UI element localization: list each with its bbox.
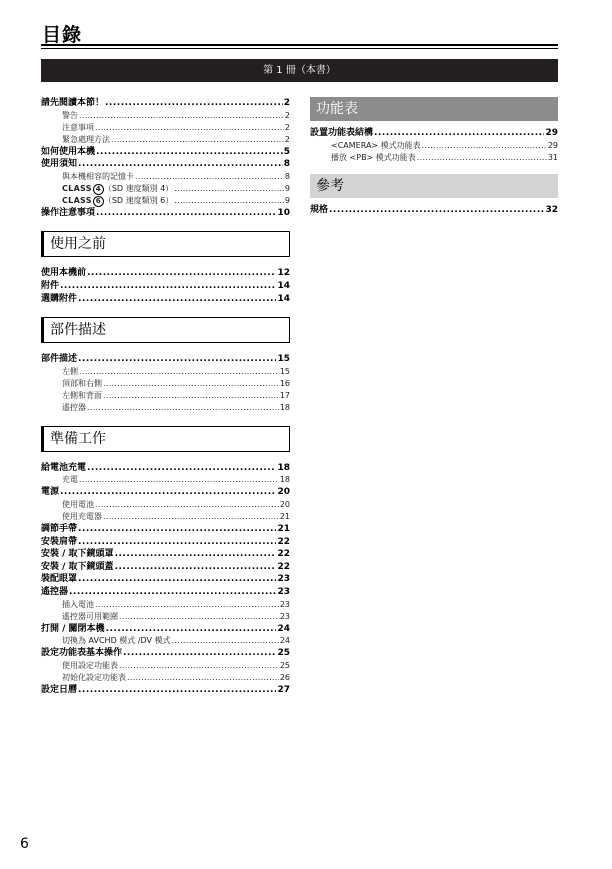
leader-dots bbox=[127, 672, 279, 684]
toc-entry-title: 充電 bbox=[62, 475, 78, 485]
toc-entry-page: 12 bbox=[277, 268, 290, 279]
toc-entry-sub[interactable] bbox=[41, 660, 290, 672]
page-title: 目錄 bbox=[42, 24, 83, 46]
toc-entry-page: 22 bbox=[277, 536, 290, 547]
toc-entry-sub[interactable] bbox=[41, 499, 290, 511]
leader-dots bbox=[78, 523, 276, 535]
toc-entry-sub[interactable] bbox=[310, 152, 558, 164]
toc-entry-title: 設定日曆 bbox=[41, 684, 78, 695]
toc-entry-title: 安裝 / 取下鏡頭罩 bbox=[41, 549, 114, 560]
toc-entry-title: 規格 bbox=[310, 204, 329, 215]
toc-entry-page: 27 bbox=[277, 684, 290, 695]
section-heading-menu: 功能表 bbox=[310, 97, 558, 121]
toc-entry-main[interactable] bbox=[41, 536, 290, 549]
toc-entry-main[interactable] bbox=[41, 523, 290, 536]
toc-entry-sub[interactable] bbox=[41, 171, 290, 183]
toc-entry-sub[interactable] bbox=[41, 390, 290, 402]
toc-entry-main[interactable] bbox=[41, 293, 290, 306]
leader-dots bbox=[87, 462, 276, 474]
toc-entry-main[interactable] bbox=[310, 204, 558, 217]
sd-class-logo: CLASS 6 bbox=[62, 196, 104, 205]
toc-entry-page: 29 bbox=[545, 128, 558, 138]
toc-entry-sub[interactable] bbox=[41, 611, 290, 623]
leader-dots bbox=[87, 402, 279, 414]
toc-entry-page: 2 bbox=[284, 134, 290, 144]
leader-dots bbox=[172, 635, 279, 647]
toc-entry-main[interactable] bbox=[41, 97, 290, 110]
toc-entry-page: 29 bbox=[547, 140, 558, 150]
section-heading-prep: 準備工作 bbox=[41, 426, 290, 452]
toc-entry-main[interactable] bbox=[41, 548, 290, 561]
leader-dots bbox=[135, 171, 284, 183]
toc-entry-page: 2 bbox=[284, 110, 290, 120]
leader-dots bbox=[96, 146, 283, 158]
leader-dots bbox=[103, 378, 279, 390]
toc-entry-page: 23 bbox=[279, 599, 290, 609]
toc-entry-title: 如何使用本機 bbox=[41, 146, 96, 157]
toc-group-menu bbox=[310, 127, 558, 164]
section-heading-parts: 部件描述 bbox=[41, 317, 290, 343]
leader-dots bbox=[123, 647, 276, 659]
toc-entry-title: 播放 <PB> 模式功能表 bbox=[331, 152, 416, 162]
toc-entry-title: 設置功能表結構 bbox=[310, 128, 374, 138]
title-rule bbox=[41, 44, 558, 46]
toc-entry-main[interactable] bbox=[41, 353, 290, 366]
toc-entry-class4[interactable]: CLASS 4 （SD 速度類別 4） ..... 9 bbox=[41, 183, 290, 195]
toc-entry-page: 17 bbox=[279, 390, 290, 400]
toc-entry-sub[interactable] bbox=[41, 110, 290, 122]
toc-group-prep bbox=[41, 462, 290, 697]
toc-entry-page: 15 bbox=[277, 354, 290, 365]
toc-entry-sub[interactable] bbox=[41, 366, 290, 378]
leader-dots bbox=[60, 486, 276, 498]
toc-group-intro bbox=[41, 97, 290, 183]
toc-entry-main[interactable] bbox=[41, 267, 290, 280]
toc-entry-main[interactable] bbox=[41, 586, 290, 599]
toc-entry-title: 調節手帶 bbox=[41, 523, 78, 534]
toc-entry-title: 緊急處理方法 bbox=[62, 134, 110, 144]
toc-entry-page: 23 bbox=[279, 611, 290, 621]
leader-dots bbox=[60, 280, 276, 292]
leader-dots bbox=[78, 293, 276, 305]
leader-dots bbox=[115, 561, 277, 573]
toc-entry-title: 與本機相容的記憶卡 bbox=[62, 171, 134, 181]
toc-entry-sub[interactable] bbox=[41, 672, 290, 684]
toc-entry-title: 遙控器 bbox=[62, 402, 86, 412]
toc-entry-main[interactable]: 操作注意事項 ..... 10 bbox=[41, 207, 290, 220]
toc-entry-title: 打開 / 關閉本機 bbox=[41, 623, 105, 634]
toc-entry-page: 24 bbox=[277, 623, 290, 634]
toc-entry-main[interactable] bbox=[310, 127, 558, 140]
toc-entry-page: 8 bbox=[283, 159, 290, 170]
toc-group-reference bbox=[310, 204, 558, 217]
section-heading-reference: 參考 bbox=[310, 174, 558, 198]
toc-entry-sub[interactable] bbox=[41, 134, 290, 146]
toc-entry-page: 20 bbox=[277, 487, 290, 498]
toc-entry-title: 注意事項 bbox=[62, 122, 94, 132]
leader-dots bbox=[115, 548, 277, 560]
toc-entry-main[interactable] bbox=[41, 561, 290, 574]
toc-entry-title: 裝配眼罩 bbox=[41, 574, 78, 585]
toc-entry-main[interactable] bbox=[41, 647, 290, 660]
toc-group-before-use bbox=[41, 267, 290, 305]
toc-entry-page: 2 bbox=[284, 122, 290, 132]
page-number: 6 bbox=[20, 836, 29, 852]
toc-entry-title: 使用本機前 bbox=[41, 268, 87, 279]
leader-dots bbox=[78, 684, 276, 696]
leader-dots bbox=[103, 511, 279, 523]
toc-entry-page: 23 bbox=[277, 586, 290, 597]
leader-dots bbox=[95, 599, 279, 611]
leader-dots bbox=[69, 586, 276, 598]
class-digit-icon: 6 bbox=[93, 196, 104, 207]
toc-entry-sub[interactable] bbox=[41, 122, 290, 134]
leader-dots bbox=[78, 158, 283, 170]
toc-entry-page: 23 bbox=[277, 574, 290, 585]
toc-entry-page: 18 bbox=[279, 402, 290, 412]
toc-entry-main[interactable] bbox=[41, 623, 290, 636]
toc-entry-title: 給電池充電 bbox=[41, 462, 87, 473]
section-heading-before-use: 使用之前 bbox=[41, 231, 290, 257]
toc-entry-main[interactable] bbox=[41, 280, 290, 293]
toc-entry-title: 插入電池 bbox=[62, 599, 94, 609]
toc-entry-title: 附件 bbox=[41, 280, 60, 291]
leader-dots bbox=[79, 366, 279, 378]
toc-entry-main[interactable] bbox=[41, 486, 290, 499]
toc-entry-page: 20 bbox=[279, 499, 290, 509]
toc-entry-title: 使用充電器 bbox=[62, 511, 102, 521]
toc-entry-page: 14 bbox=[277, 293, 290, 304]
toc-entry-title: 使用須知 bbox=[41, 159, 78, 170]
toc-entry-page: 24 bbox=[279, 636, 290, 646]
toc-entry-main[interactable] bbox=[41, 573, 290, 586]
toc-entry-page: 26 bbox=[279, 672, 290, 682]
leader-dots bbox=[119, 611, 279, 623]
toc-entry-page: 18 bbox=[279, 475, 290, 485]
toc-entry-page: 14 bbox=[277, 280, 290, 291]
leader-dots bbox=[106, 623, 277, 635]
toc-entry-page: 22 bbox=[277, 549, 290, 560]
toc-entry-main[interactable] bbox=[41, 462, 290, 475]
leader-dots bbox=[87, 267, 276, 279]
sd-class-logo: CLASS 4 bbox=[62, 184, 104, 193]
leader-dots bbox=[78, 573, 276, 585]
toc-entry-main[interactable] bbox=[41, 684, 290, 697]
toc-entry-page: 21 bbox=[277, 523, 290, 534]
toc-entry-page: 5 bbox=[283, 146, 290, 157]
leader-dots bbox=[78, 536, 276, 548]
toc-entry-sub[interactable] bbox=[41, 599, 290, 611]
toc-entry-title: 安裝 / 取下鏡頭蓋 bbox=[41, 561, 114, 572]
toc-entry-title: 警告 bbox=[62, 110, 78, 120]
toc-entry-page: 18 bbox=[277, 462, 290, 473]
leader-dots bbox=[79, 110, 284, 122]
leader-dots bbox=[79, 474, 279, 486]
leader-dots bbox=[417, 152, 547, 164]
right-column bbox=[310, 97, 558, 216]
leader-dots bbox=[103, 390, 279, 402]
toc-entry-page: 31 bbox=[547, 152, 558, 162]
toc-entry-title: 頂部和右側 bbox=[62, 378, 102, 388]
toc-entry-title: 部件描述 bbox=[41, 354, 78, 365]
toc-entry-title: 電源 bbox=[41, 487, 60, 498]
toc-entry-title: 遙控器可用範圍 bbox=[62, 611, 118, 621]
toc-entry-sub[interactable] bbox=[41, 635, 290, 647]
leader-dots bbox=[105, 97, 283, 109]
toc-entry-title: 選購附件 bbox=[41, 293, 78, 304]
toc-entry-title: 安裝肩帶 bbox=[41, 536, 78, 547]
toc-entry-sub[interactable] bbox=[41, 402, 290, 414]
toc-entry-title: 初始化設定功能表 bbox=[62, 672, 126, 682]
toc-entry-title: 切換為 AVCHD 模式 /DV 模式 bbox=[62, 636, 171, 646]
toc-entry-page: 32 bbox=[545, 204, 558, 215]
toc-group-parts bbox=[41, 353, 290, 414]
toc-entry-page: 16 bbox=[279, 378, 290, 388]
toc-entry-title: 請先閱讀本節！ bbox=[41, 98, 105, 108]
toc-entry-sub[interactable] bbox=[41, 474, 290, 486]
toc-entry-page: 25 bbox=[277, 648, 290, 659]
left-column bbox=[41, 97, 290, 696]
toc-entry-page: 2 bbox=[283, 98, 290, 108]
toc-entry-sub[interactable] bbox=[41, 511, 290, 523]
leader-dots bbox=[111, 134, 284, 146]
leader-dots bbox=[119, 660, 279, 672]
toc-entry-title: 左側和背面 bbox=[62, 390, 102, 400]
title-rule-thin bbox=[41, 48, 558, 49]
leader-dots bbox=[422, 140, 547, 152]
toc-entry-main[interactable] bbox=[41, 158, 290, 171]
class-digit-icon: 4 bbox=[93, 184, 104, 195]
toc-entry-title: 遙控器 bbox=[41, 586, 69, 597]
toc-entry-page: 25 bbox=[279, 660, 290, 670]
toc-entry-sub[interactable] bbox=[41, 378, 290, 390]
toc-entry-class6[interactable]: CLASS 6 （SD 速度類別 6） ..... 9 bbox=[41, 195, 290, 207]
toc-entry-page: 22 bbox=[277, 561, 290, 572]
toc-entry-page: 8 bbox=[284, 171, 290, 181]
toc-entry-title: 使用電池 bbox=[62, 499, 94, 509]
volume-banner: 第 1 冊（本書） bbox=[41, 59, 558, 82]
toc-entry-page: 15 bbox=[279, 366, 290, 376]
toc-entry-title: 左側 bbox=[62, 366, 78, 376]
toc-entry-title: 使用設定功能表 bbox=[62, 660, 118, 670]
toc-entry-main[interactable] bbox=[41, 146, 290, 159]
toc-entry-sub[interactable] bbox=[310, 140, 558, 152]
leader-dots bbox=[374, 127, 544, 139]
toc-entry-title: <CAMERA> 模式功能表 bbox=[331, 140, 421, 150]
leader-dots bbox=[95, 122, 284, 134]
leader-dots bbox=[95, 499, 279, 511]
leader-dots bbox=[78, 353, 276, 365]
toc-entry-page: 21 bbox=[279, 511, 290, 521]
leader-dots bbox=[329, 204, 544, 216]
toc-entry-title: 設定功能表基本操作 bbox=[41, 648, 123, 659]
